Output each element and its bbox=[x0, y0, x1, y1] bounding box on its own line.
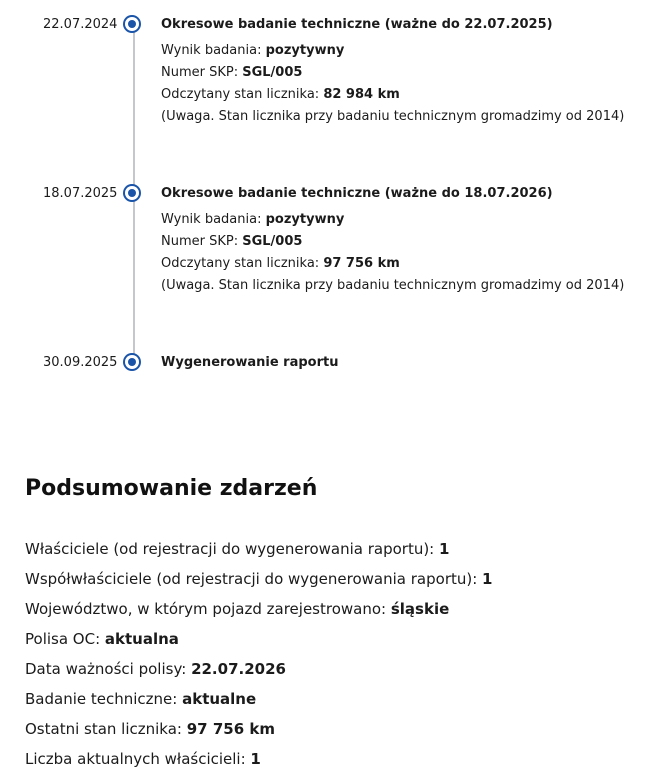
result-value: pozytywny bbox=[265, 43, 345, 58]
event-date: 18.07.2025 bbox=[43, 186, 118, 201]
summary-value: aktualna bbox=[104, 630, 179, 648]
skp-value: SGL/005 bbox=[242, 234, 303, 249]
timeline-dot-icon bbox=[123, 353, 141, 371]
summary-list bbox=[25, 534, 492, 774]
odometer-value: 82 984 km bbox=[323, 87, 400, 102]
result-line: Wynik badania: pozytywny bbox=[161, 212, 345, 227]
result-line: Wynik badania: pozytywny bbox=[161, 43, 345, 58]
summary-value: 97 756 km bbox=[186, 720, 275, 738]
summary-row-oc-policy: Polisa OC: aktualna bbox=[25, 630, 179, 648]
timeline-dot-icon bbox=[123, 15, 141, 33]
skp-value: SGL/005 bbox=[242, 65, 303, 80]
summary-row-current-owners: Liczba aktualnych właścicieli: 1 bbox=[25, 750, 261, 768]
summary-value: 1 bbox=[250, 750, 261, 768]
event-title: Okresowe badanie techniczne (ważne do 22.07.2025) bbox=[161, 17, 553, 32]
odometer-line: Odczytany stan licznika: 97 756 km bbox=[161, 256, 400, 271]
summary-row-co-owners: Współwłaściciele (od rejestracji do wygenerowania raportu): 1 bbox=[25, 570, 493, 588]
summary-value: aktualne bbox=[182, 690, 257, 708]
odometer-value: 97 756 km bbox=[323, 256, 400, 271]
summary-value: 22.07.2026 bbox=[191, 660, 286, 678]
odometer-line: Odczytany stan licznika: 82 984 km bbox=[161, 87, 400, 102]
summary-value: 1 bbox=[482, 570, 493, 588]
summary-value: śląskie bbox=[390, 600, 450, 618]
event-title: Okresowe badanie techniczne (ważne do 18.07.2026) bbox=[161, 186, 553, 201]
result-value: pozytywny bbox=[265, 212, 345, 227]
skp-line: Numer SKP: SGL/005 bbox=[161, 234, 303, 249]
skp-line: Numer SKP: SGL/005 bbox=[161, 65, 303, 80]
summary-heading: Podsumowanie zdarzeń bbox=[25, 476, 318, 501]
summary-row-owners: Właściciele (od rejestracji do wygenerowania raportu): 1 bbox=[25, 540, 450, 558]
event-details bbox=[161, 40, 624, 128]
odometer-note: (Uwaga. Stan licznika przy badaniu technicznym gromadzimy od 2014) bbox=[161, 109, 625, 124]
timeline-dot-icon bbox=[123, 184, 141, 202]
summary-row-inspection: Badanie techniczne: aktualne bbox=[25, 690, 257, 708]
event-details bbox=[161, 209, 624, 297]
odometer-note: (Uwaga. Stan licznika przy badaniu technicznym gromadzimy od 2014) bbox=[161, 278, 625, 293]
summary-value: 1 bbox=[439, 540, 450, 558]
summary-row-odometer: Ostatni stan licznika: 97 756 km bbox=[25, 720, 275, 738]
summary-row-policy-expiry: Data ważności polisy: 22.07.2026 bbox=[25, 660, 286, 678]
event-date: 22.07.2024 bbox=[43, 17, 118, 32]
event-date: 30.09.2025 bbox=[43, 355, 118, 370]
summary-row-voivodeship: Województwo, w którym pojazd zarejestrowano: śląskie bbox=[25, 600, 450, 618]
event-title: Wygenerowanie raportu bbox=[161, 355, 339, 370]
